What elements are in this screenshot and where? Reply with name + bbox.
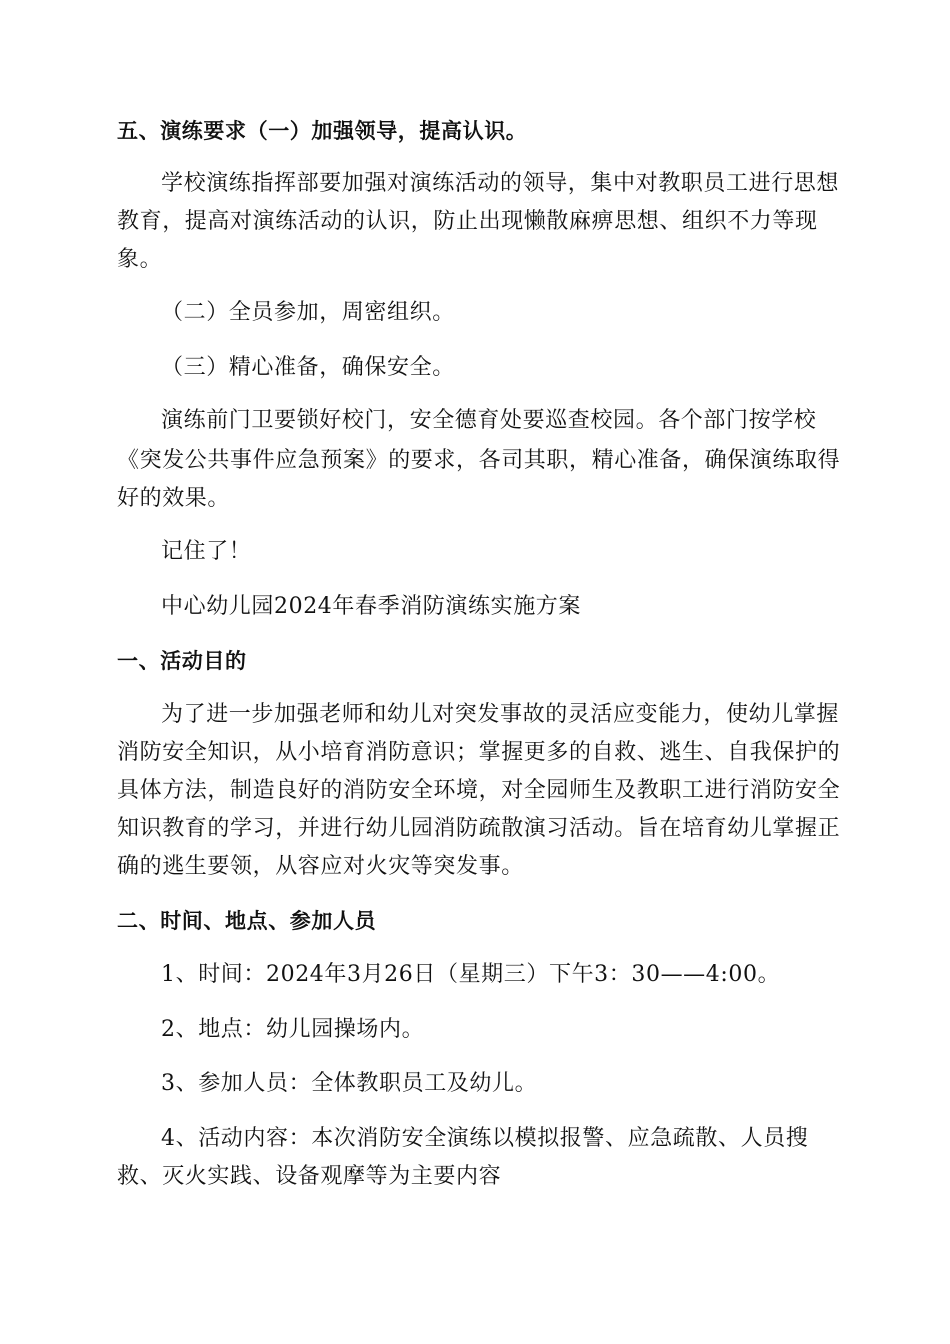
paragraph-line: 教育，提高对演练活动的认识，防止出现懒散麻痹思想、组织不力等现 [117, 209, 818, 234]
paragraph-line: 消防安全知识，从小培育消防意识；掌握更多的自救、逃生、自我保护的 [117, 740, 841, 765]
subheading-line: （三）精心准备，确保安全。 [161, 355, 455, 380]
list-item: 2、地点：幼儿园操场内。 [161, 1017, 425, 1042]
paragraph-line: 象。 [117, 247, 163, 272]
list-item: 4、活动内容：本次消防安全演练以模拟报警、应急疏散、人员搜 [161, 1126, 809, 1151]
paragraph-line: 《突发公共事件应急预案》的要求，各司其职，精心准备，确保演练取得 [117, 448, 841, 473]
paragraph-line: 确的逃生要领，从容应对火灾等突发事。 [117, 854, 524, 879]
paragraph-line: 知识教育的学习，并进行幼儿园消防疏散演习活动。旨在培育幼儿掌握正 [117, 816, 841, 841]
subheading-line: （二）全员参加，周密组织。 [161, 300, 455, 325]
paragraph-line: 为了进一步加强老师和幼儿对突发事故的灵活应变能力，使幼儿掌握 [161, 702, 840, 727]
paragraph-line: 演练前门卫要锁好校门，安全德育处要巡查校园。各个部门按学校 [161, 408, 817, 433]
list-item: 1、时间：2024年3月26日（星期三）下午3：30——4:00。 [161, 962, 781, 987]
section-heading-time-place-participants: 二、时间、地点、参加人员 [117, 909, 377, 933]
paragraph-line: 学校演练指挥部要加强对演练活动的领导，集中对教职员工进行思想 [161, 171, 840, 196]
paragraph-line: 记住了！ [161, 539, 252, 564]
list-item-continuation: 救、灭火实践、设备观摩等为主要内容 [117, 1164, 502, 1189]
paragraph-line: 具体方法，制造良好的消防安全环境，对全园师生及教职工进行消防安全 [117, 778, 841, 803]
section-heading-activity-purpose: 一、活动目的 [117, 649, 247, 673]
list-item: 3、参加人员：全体教职员工及幼儿。 [161, 1071, 538, 1096]
paragraph-line: 好的效果。 [117, 486, 231, 511]
document-title: 中心幼儿园2024年春季消防演练实施方案 [161, 594, 581, 619]
section-heading-drill-requirements: 五、演练要求（一）加强领导，提高认识。 [117, 119, 528, 143]
